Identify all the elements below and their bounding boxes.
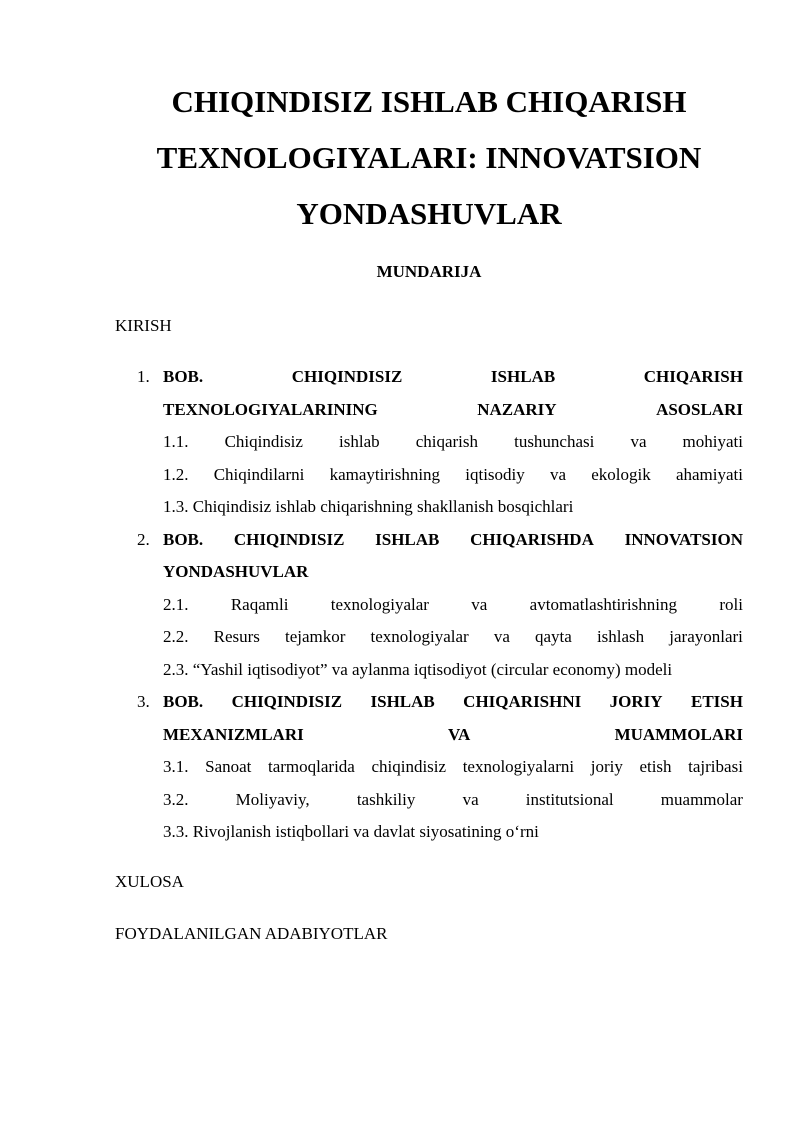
- toc-intro: KIRISH: [115, 316, 172, 335]
- chapter-heading-line: BOB. CHIQINDISIZ ISHLAB CHIQARISHDA INNOVATSION: [163, 529, 743, 549]
- chapter-heading-line: BOB. CHIQINDISIZ ISHLAB CHIQARISH: [163, 367, 743, 386]
- table-of-contents: [115, 361, 743, 849]
- toc-chapter-3: [115, 686, 743, 849]
- contents-heading: MUNDARIJA: [376, 262, 482, 281]
- chapter-heading-line: BOB. CHIQINDISIZ ISHLAB CHIQARISHNI JORIY ETISH: [163, 692, 743, 711]
- toc-conclusion: XULOSA: [115, 872, 184, 891]
- toc-section: 3.3. Rivojlanish istiqbollari va davlat siyosatining o‘rni: [163, 822, 539, 841]
- chapter-number: 2.: [137, 529, 150, 549]
- title-line: CHIQINDISIZ ISHLAB CHIQARISH: [171, 84, 687, 119]
- toc-section: 1.3. Chiqindisiz ishlab chiqarishning shakllanish bosqichlari: [163, 497, 574, 516]
- toc-section: 3.1. Sanoat tarmoqlarida chiqindisiz texnologiyalarni joriy etish tajribasi: [163, 757, 743, 776]
- toc-section: 1.2. Chiqindilarni kamaytirishning iqtisodiy va ekologik ahamiyati: [163, 464, 743, 484]
- chapter-heading-line: MEXANIZMLARI VA MUAMMOLARI: [163, 724, 743, 744]
- toc-section: 2.3. “Yashil iqtisodiyot” va aylanma iqtisodiyot (circular economy) modeli: [163, 659, 673, 679]
- chapter-heading-line: YONDASHUVLAR: [163, 562, 309, 581]
- chapter-number: 1.: [137, 367, 150, 386]
- toc-references: FOYDALANILGAN ADABIYOTLAR: [115, 924, 388, 943]
- toc-section: 3.2. Moliyaviy, tashkiliy va institutsional muammolar: [163, 789, 743, 809]
- toc-chapter-1: [115, 361, 743, 524]
- toc-section: 1.1. Chiqindisiz ishlab chiqarish tushunchasi va mohiyati: [163, 432, 743, 451]
- toc-section: 2.1. Raqamli texnologiyalar va avtomatlashtirishning roli: [163, 594, 743, 614]
- toc-chapter-2: [115, 524, 743, 687]
- chapter-heading-line: TEXNOLOGIYALARINING NAZARIY ASOSLARI: [163, 399, 743, 419]
- document-title: [115, 74, 743, 242]
- chapter-number: 3.: [137, 692, 150, 711]
- toc-section: 2.2. Resurs tejamkor texnologiyalar va qayta ishlash jarayonlari: [163, 627, 743, 646]
- title-line: TEXNOLOGIYALARI: INNOVATSION: [156, 140, 702, 175]
- title-line: YONDASHUVLAR: [296, 196, 562, 231]
